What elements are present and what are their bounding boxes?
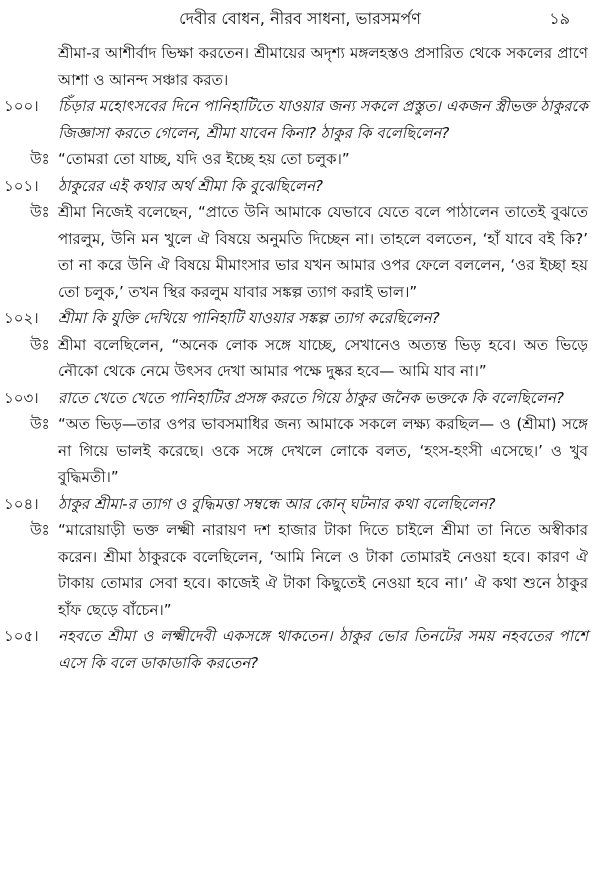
qa-item — [4, 491, 588, 518]
question-number: ১০১। — [4, 176, 39, 195]
question-number: ১০৩। — [4, 388, 39, 407]
question-number: ১০০। — [4, 97, 39, 115]
question-text: রাতে খেতে খেতে পানিহাটির প্রসঙ্গ করতে গিয়ে ঠাকুর জনৈক ভক্তকে কি বলেছিলেন? — [58, 388, 564, 407]
answer-label: উঃ — [30, 335, 50, 354]
qa-item — [4, 173, 588, 200]
answer-text: “মারোয়াড়ী ভক্ত লক্ষ্মী নারায়ণ দশ হাজার টাকা দিতে চাইলে শ্রীমা তা নিতে অস্বীকার করেন। শ্রীমা ঠাকুরকে বলেছিলেন, ‘আমি নিলে ও টাকা তোমারই নেওয়া হবে। কারণ ঐ টাকায় তোমার সেবা হবে। কাজেই ঐ টাকা কিছুতেই নেওয়া হবে না।’ ঐ কথা শুনে ঠাকুর হাঁফ ছেড়ে বাঁচেন।” — [58, 521, 588, 619]
qa-item — [4, 623, 588, 676]
question-number: ১০৫। — [4, 627, 39, 645]
question-number: ১০৪। — [4, 494, 39, 513]
answer-text: “অত ভিড়—তার ওপর ভাবসমাধির জন্য আমাকে সকলে লক্ষ্য করছিল— ও (শ্রীমা) সঙ্গে না গিয়ে ভালই করেছে। ওকে সঙ্গে দেখলে লোকে বলত, ‘হংস-হংসী এসেছে।’ ও খুব বুদ্ধিমতী।” — [58, 415, 588, 486]
question-text: শ্রীমা কি যুক্তি দেখিয়ে পানিহাটি যাওয়ার সঙ্কল্প ত্যাগ করেছিলেন? — [58, 309, 440, 327]
intro-paragraph: শ্রীমা-র আশীর্বাদ ভিক্ষা করতেন। শ্রীমায়ের অদৃশ্য মঙ্গলহস্তও প্রসারিত থেকে সকলের প্রাণে আশা ও আনন্দ সঞ্চার করত। — [58, 44, 588, 89]
answer-item — [30, 146, 588, 173]
answer-label: উঃ — [30, 203, 50, 221]
body-text — [4, 40, 588, 676]
question-number: ১০২। — [4, 309, 39, 327]
question-text: ঠাকুর শ্রীমা-র ত্যাগ ও বুদ্ধিমত্তা সম্বন্ধে আর কোন্ ঘটনার কথা বলেছিলেন? — [58, 494, 496, 513]
qa-item — [4, 385, 588, 412]
answer-item — [30, 517, 588, 623]
question-text: নহবতে শ্রীমা ও লক্ষ্মীদেবী একসঙ্গে থাকতেন। ঠাকুর ভোর তিনটের সময় নহবতের পাশে এসে কি বলে ডাকাডাকি করতেন? — [58, 627, 588, 672]
qa-item — [4, 93, 588, 146]
answer-text: শ্রীমা নিজেই বলেছেন, “প্রাতে উনি আমাকে যেভাবে যেতে বলে পাঠালেন তাতেই বুঝতে পারলুম, উনি মন খুলে ঐ বিষয়ে অনুমতি দিচ্ছেন না। তাহলে বলতেন, ‘হাঁ যাবে বই কি?’ তা না করে উনি ঐ বিষয়ে মীমাংসার ভার যখন আমার ওপর ফেলে বললেন, ‘ওর ইচ্ছা হয় তো চলুক,’ তখন স্থির করলুম যাবার সঙ্কল্প ত্যাগ করাই ভাল।” — [58, 203, 588, 301]
question-text: চিঁড়ার মহোৎসবের দিনে পানিহাটিতে যাওয়ার জন্য সকলে প্রস্তুত। একজন স্ত্রীভক্ত ঠাকুরকে জিজ্ঞাসা করতে গেলেন, শ্রীমা যাবেন কিনা? ঠাকুর কি বলেছিলেন? — [58, 97, 588, 142]
answer-item — [30, 411, 588, 491]
page-number: ১৯ — [549, 9, 570, 28]
answer-item — [30, 199, 588, 305]
qa-item — [4, 305, 588, 332]
answer-item — [30, 332, 588, 385]
running-head: দেবীর বোধন, নীরব সাধনা, ভারসমর্পণ — [179, 9, 421, 28]
answer-label: উঃ — [30, 150, 50, 168]
answer-label: উঃ — [30, 521, 50, 539]
answer-text: “তোমরা তো যাচ্ছ, যদি ওর ইচ্ছে হয় তো চলুক।” — [58, 150, 350, 168]
page-header — [0, 8, 600, 34]
answer-text: শ্রীমা বলেছিলেন, “অনেক লোক সঙ্গে যাচ্ছে, সেখানেও অত্যন্ত ভিড় হবে। অত ভিড়ে নৌকো থেকে নেমে উৎসব দেখা আমার পক্ষে দুষ্কর হবে— আমি যাব না।” — [58, 335, 588, 380]
question-text: ঠাকুরের এই কথার অর্থ শ্রীমা কি বুঝেছিলেন? — [58, 176, 324, 195]
answer-label: উঃ — [30, 415, 50, 433]
